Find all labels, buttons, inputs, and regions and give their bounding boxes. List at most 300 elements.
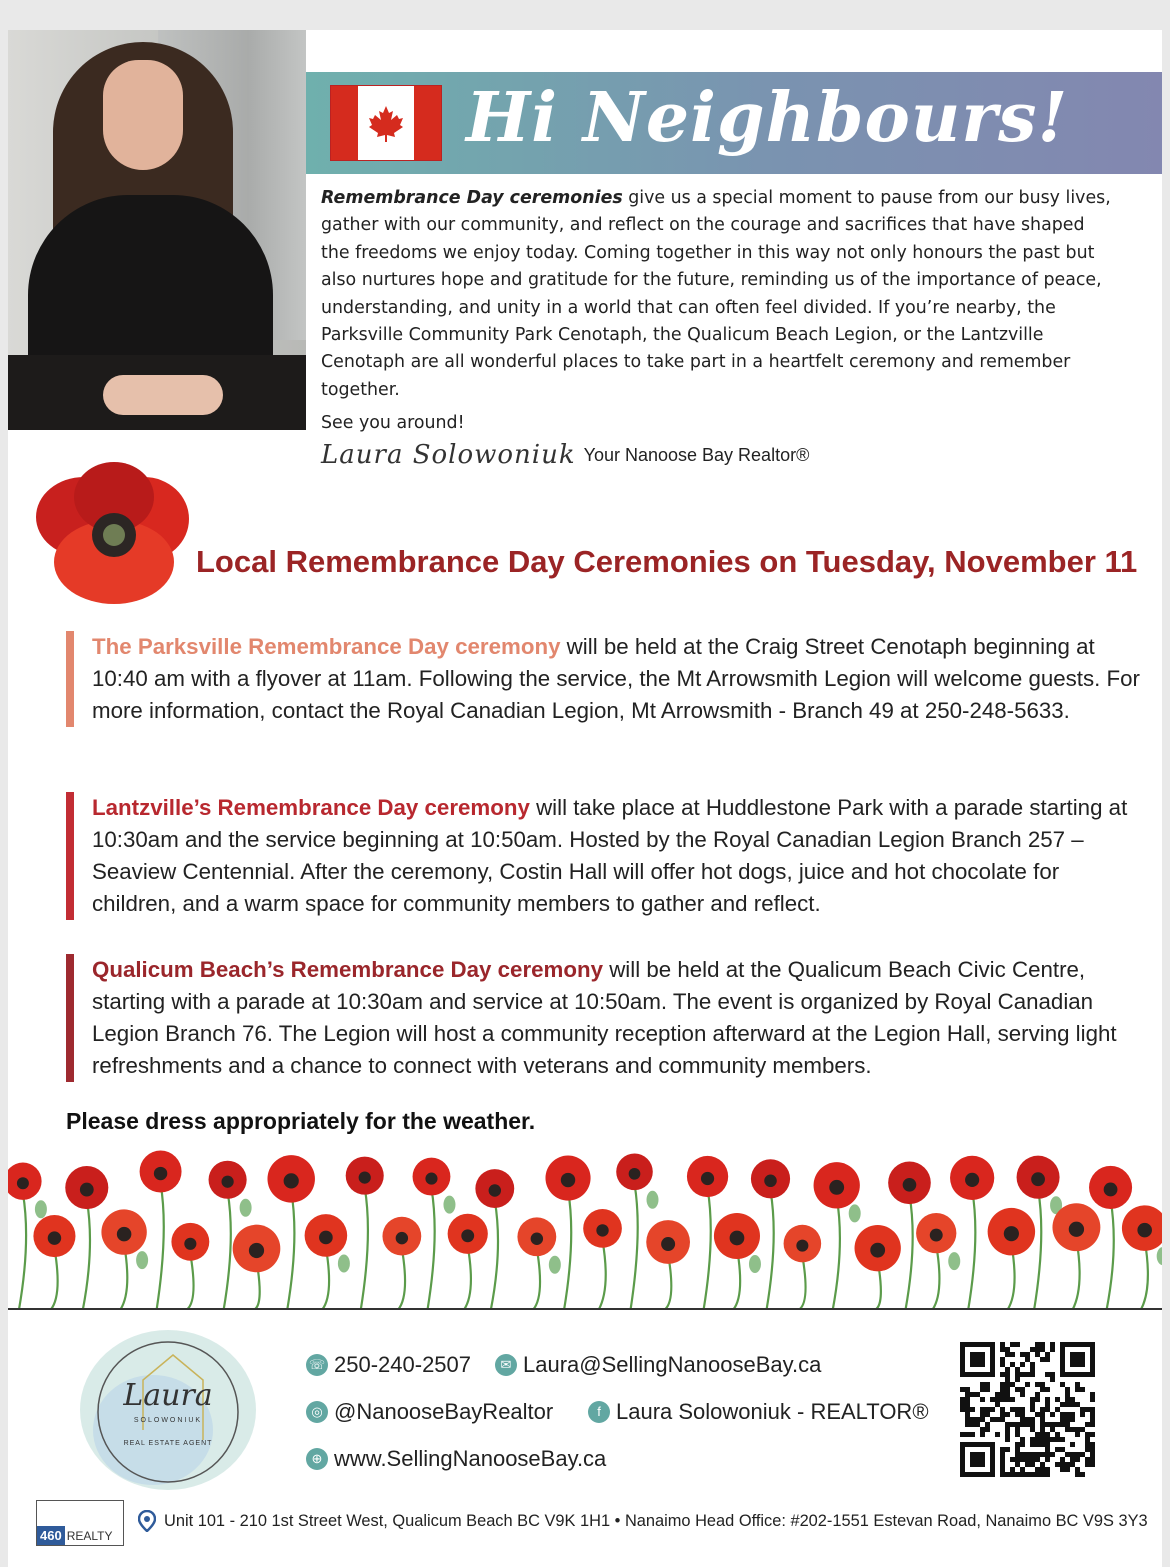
- qr-module: [1055, 1437, 1060, 1442]
- qr-module: [1060, 1422, 1065, 1427]
- qr-module: [1065, 1417, 1070, 1422]
- globe-icon: ⊕: [306, 1448, 328, 1470]
- qr-module: [975, 1392, 980, 1397]
- qr-module: [1065, 1467, 1070, 1472]
- qr-module: [1050, 1347, 1055, 1352]
- qr-module: [1010, 1352, 1015, 1357]
- qr-module: [1040, 1382, 1045, 1387]
- qr-module: [1045, 1472, 1050, 1477]
- poppy-stem: [1107, 1199, 1114, 1310]
- qr-module: [1000, 1467, 1005, 1472]
- qr-module: [1000, 1357, 1005, 1362]
- qr-module: [1065, 1412, 1070, 1417]
- qr-module: [1000, 1417, 1005, 1422]
- qr-module: [1090, 1442, 1095, 1447]
- brokerage-logo: [36, 1500, 124, 1546]
- qr-module: [1060, 1417, 1065, 1422]
- qr-module: [1005, 1367, 1010, 1372]
- qr-module: [1030, 1452, 1035, 1457]
- qr-module: [1000, 1472, 1005, 1477]
- facebook-icon: f: [588, 1401, 610, 1423]
- qr-module: [1040, 1422, 1045, 1427]
- qr-module: [980, 1407, 985, 1412]
- qr-module: [1030, 1422, 1035, 1427]
- section-heading: Local Remembrance Day Ceremonies on Tuesday, November 11: [196, 544, 1138, 579]
- qr-module: [1085, 1462, 1090, 1467]
- qr-module: [1040, 1357, 1045, 1362]
- qr-module: [965, 1412, 970, 1417]
- qr-module: [1075, 1432, 1080, 1437]
- qr-module: [1025, 1457, 1030, 1462]
- qr-module: [1065, 1422, 1070, 1427]
- qr-module: [1070, 1412, 1075, 1417]
- qr-module: [995, 1402, 1000, 1407]
- qr-module: [1005, 1412, 1010, 1417]
- poppy-bud: [1157, 1247, 1162, 1265]
- qr-module: [965, 1392, 970, 1397]
- poppy-center: [117, 1227, 132, 1242]
- qr-module: [1035, 1467, 1040, 1472]
- qr-code-icon[interactable]: [960, 1342, 1095, 1477]
- realtor-logo: [73, 1320, 263, 1505]
- qr-module: [1035, 1437, 1040, 1442]
- greeting-banner: [306, 72, 1162, 174]
- qr-module: [1005, 1352, 1010, 1357]
- event-lantzville: [66, 792, 1142, 920]
- poppy-center: [249, 1243, 264, 1258]
- qr-module: [1090, 1417, 1095, 1422]
- qr-module: [1090, 1462, 1095, 1467]
- poppy-icon: [34, 457, 194, 607]
- qr-module: [1000, 1447, 1005, 1452]
- qr-module: [1005, 1377, 1010, 1382]
- qr-module: [1020, 1387, 1025, 1392]
- qr-module: [980, 1412, 985, 1417]
- poppy-center: [829, 1180, 844, 1195]
- qr-module: [1025, 1372, 1030, 1377]
- flyer-page: [8, 30, 1162, 1567]
- poppy-bud: [136, 1251, 148, 1269]
- event-body: will be held at the Craig Street Cenotaph beginning at 10:40 am with a flyover at 11am. Following the service, the Mt Arrowsmith Legion will welcome guests. For more information, contact the Royal Canadian Legion, Mt Arrowsmith - Branch 49 at 250-248-5633.: [92, 634, 1140, 723]
- qr-module: [1050, 1437, 1055, 1442]
- qr-module: [1010, 1457, 1015, 1462]
- poppy-center: [359, 1172, 371, 1184]
- office-address: [138, 1510, 1148, 1532]
- qr-module: [1055, 1407, 1060, 1412]
- poppy-center: [661, 1237, 675, 1251]
- qr-module: [1060, 1412, 1065, 1417]
- qr-module: [1045, 1442, 1050, 1447]
- qr-module: [960, 1407, 965, 1412]
- qr-module: [975, 1417, 980, 1422]
- qr-module: [1000, 1452, 1005, 1457]
- qr-module: [1055, 1432, 1060, 1437]
- poppy-center: [319, 1231, 333, 1245]
- brokerage-number: 460: [37, 1526, 65, 1545]
- qr-module: [1000, 1372, 1005, 1377]
- qr-module: [985, 1412, 990, 1417]
- qr-module: [1030, 1372, 1035, 1377]
- qr-module: [1055, 1447, 1060, 1452]
- poppy-stem: [398, 1248, 405, 1310]
- qr-module: [1090, 1422, 1095, 1427]
- poppy-center: [870, 1243, 885, 1258]
- qr-module: [1005, 1387, 1010, 1392]
- qr-module: [1025, 1382, 1030, 1387]
- qr-module: [1045, 1437, 1050, 1442]
- event-parksville: [66, 631, 1142, 727]
- qr-module: [1080, 1452, 1085, 1457]
- poppy-stem: [905, 1195, 912, 1310]
- poppy-stem: [533, 1249, 540, 1310]
- phone-number: 250-240-2507: [334, 1352, 472, 1377]
- qr-module: [1035, 1352, 1040, 1357]
- poppy-stem: [491, 1201, 498, 1310]
- qr-module: [1000, 1457, 1005, 1462]
- poppy-bud: [443, 1196, 455, 1214]
- qr-module: [1005, 1447, 1010, 1452]
- qr-module: [1065, 1397, 1070, 1402]
- poppy-center: [1004, 1226, 1019, 1241]
- poppy-bud: [948, 1252, 960, 1270]
- qr-module: [1090, 1412, 1095, 1417]
- poppy-center: [154, 1167, 167, 1180]
- qr-module: [1090, 1407, 1095, 1412]
- qr-module: [1010, 1422, 1015, 1427]
- qr-module: [1070, 1397, 1075, 1402]
- poppy-bud: [35, 1200, 47, 1218]
- poppy-center: [17, 1177, 29, 1189]
- greeting-title: Hi Neighbours!: [466, 78, 1069, 158]
- poppy-bud: [338, 1254, 350, 1272]
- qr-module: [985, 1427, 990, 1432]
- qr-module: [1015, 1447, 1020, 1452]
- qr-module: [1070, 1402, 1075, 1407]
- qr-module: [1075, 1402, 1080, 1407]
- qr-module: [1040, 1462, 1045, 1467]
- qr-module: [1040, 1442, 1045, 1447]
- qr-module: [1010, 1467, 1015, 1472]
- qr-module: [1045, 1422, 1050, 1427]
- qr-module: [995, 1392, 1000, 1397]
- poppy-bud: [849, 1204, 861, 1222]
- qr-module: [1010, 1407, 1015, 1412]
- poppy-bud: [647, 1191, 659, 1209]
- qr-module: [1035, 1392, 1040, 1397]
- qr-module: [1040, 1417, 1045, 1422]
- qr-module: [970, 1417, 975, 1422]
- instagram-handle: @NanooseBayRealtor: [334, 1399, 554, 1424]
- qr-module: [990, 1417, 995, 1422]
- qr-module: [970, 1432, 975, 1437]
- qr-module: [1015, 1457, 1020, 1462]
- qr-module: [1015, 1427, 1020, 1432]
- qr-module: [960, 1387, 965, 1392]
- qr-module: [1030, 1362, 1035, 1367]
- qr-module: [1085, 1422, 1090, 1427]
- poppy-center: [184, 1238, 196, 1250]
- qr-module: [1000, 1412, 1005, 1417]
- event-title: Lantzville’s Remembrance Day ceremony: [92, 795, 530, 820]
- qr-module: [1030, 1437, 1035, 1442]
- qr-module: [980, 1417, 985, 1422]
- qr-module: [1015, 1412, 1020, 1417]
- qr-module: [1040, 1387, 1045, 1392]
- qr-module: [1045, 1447, 1050, 1452]
- qr-module: [1070, 1452, 1075, 1457]
- qr-module: [1070, 1462, 1075, 1467]
- poppy-center: [1031, 1172, 1045, 1186]
- qr-module: [980, 1432, 985, 1437]
- qr-module: [1060, 1457, 1065, 1462]
- poppy-bud: [549, 1256, 561, 1274]
- poppy-stem: [968, 1190, 975, 1310]
- qr-module: [1000, 1382, 1005, 1387]
- qr-module: [1035, 1397, 1040, 1402]
- qr-module: [1040, 1347, 1045, 1352]
- qr-module: [1020, 1407, 1025, 1412]
- qr-module: [1035, 1347, 1040, 1352]
- qr-module: [1030, 1442, 1035, 1447]
- instagram-contact[interactable]: [306, 1399, 553, 1425]
- qr-module: [1015, 1407, 1020, 1412]
- poppy-stem: [464, 1246, 471, 1310]
- qr-module: [1045, 1372, 1050, 1377]
- qr-module: [1080, 1387, 1085, 1392]
- qr-module: [965, 1432, 970, 1437]
- svg-text:SOLOWONIUK: SOLOWONIUK: [133, 1417, 203, 1424]
- instagram-icon: ◎: [306, 1401, 328, 1423]
- qr-module: [985, 1407, 990, 1412]
- website-url: www.SellingNanooseBay.ca: [334, 1446, 607, 1471]
- poppy-center: [489, 1184, 501, 1196]
- qr-module: [1070, 1442, 1075, 1447]
- qr-module: [1045, 1387, 1050, 1392]
- poppy-stem: [287, 1191, 294, 1310]
- website-contact[interactable]: [306, 1446, 606, 1472]
- poppy-stem: [932, 1245, 939, 1310]
- qr-module: [1030, 1472, 1035, 1477]
- qr-module: [1020, 1372, 1025, 1377]
- poppy-stem: [83, 1200, 90, 1310]
- signature: Laura Solowoniuk: [321, 440, 576, 470]
- qr-module: [1050, 1452, 1055, 1457]
- qr-module: [1020, 1437, 1025, 1442]
- qr-module: [1045, 1467, 1050, 1472]
- qr-module: [1060, 1382, 1065, 1387]
- qr-module: [985, 1387, 990, 1392]
- qr-module: [1065, 1462, 1070, 1467]
- qr-module: [1005, 1472, 1010, 1477]
- poppy-center: [222, 1176, 234, 1188]
- qr-module: [1035, 1442, 1040, 1447]
- poppy-center: [701, 1172, 714, 1185]
- divider: [8, 1308, 1162, 1310]
- qr-module: [1045, 1407, 1050, 1412]
- qr-module: [1055, 1422, 1060, 1427]
- brokerage-word: REALTY: [66, 1529, 113, 1543]
- qr-module: [1065, 1452, 1070, 1457]
- intro-lead: Remembrance Day ceremonies: [321, 188, 623, 208]
- qr-module: [1085, 1432, 1090, 1437]
- poppy-stem: [361, 1188, 368, 1310]
- qr-module: [970, 1407, 975, 1412]
- qr-module: [965, 1387, 970, 1392]
- qr-module: [1040, 1467, 1045, 1472]
- qr-module: [990, 1407, 995, 1412]
- poppy-stem: [767, 1191, 774, 1310]
- qr-module: [1090, 1457, 1095, 1462]
- qr-module: [1030, 1367, 1035, 1372]
- poppy-stem: [833, 1197, 840, 1310]
- facebook-contact[interactable]: [588, 1399, 929, 1425]
- qr-module: [995, 1432, 1000, 1437]
- poppy-stem: [798, 1256, 805, 1310]
- qr-module: [1005, 1432, 1010, 1437]
- poppy-stem: [224, 1192, 231, 1310]
- qr-module: [1075, 1452, 1080, 1457]
- qr-module: [1075, 1457, 1080, 1462]
- poppy-center: [903, 1178, 917, 1192]
- qr-module: [1075, 1387, 1080, 1392]
- qr-module: [1015, 1422, 1020, 1427]
- qr-module: [1015, 1442, 1020, 1447]
- poppy-stem: [157, 1184, 164, 1310]
- qr-module: [1015, 1432, 1020, 1437]
- event-title: The Parksville Remembrance Day ceremony: [92, 634, 561, 659]
- qr-module: [995, 1397, 1000, 1402]
- qr-module: [965, 1402, 970, 1407]
- intro-paragraph: [321, 185, 1111, 404]
- qr-module: [980, 1397, 985, 1402]
- poppy-stem: [50, 1248, 57, 1310]
- realtor-tagline: Your Nanoose Bay Realtor®: [583, 444, 810, 465]
- qr-module: [1025, 1417, 1030, 1422]
- qr-module: [1020, 1362, 1025, 1367]
- qr-module: [1025, 1472, 1030, 1477]
- qr-module: [1020, 1442, 1025, 1447]
- qr-module: [1060, 1467, 1065, 1472]
- qr-module: [970, 1392, 975, 1397]
- qr-module: [1060, 1462, 1065, 1467]
- qr-module: [1035, 1457, 1040, 1462]
- qr-module: [1010, 1397, 1015, 1402]
- poppy-stem: [599, 1240, 606, 1310]
- qr-module: [1090, 1447, 1095, 1452]
- poppy-center: [930, 1229, 943, 1242]
- poppy-center: [796, 1240, 808, 1252]
- qr-module: [1025, 1357, 1030, 1362]
- email-contact[interactable]: [495, 1352, 821, 1378]
- qr-module: [1000, 1397, 1005, 1402]
- qr-module: [1000, 1342, 1005, 1347]
- poppy-center: [531, 1233, 543, 1245]
- poppy-center: [1069, 1222, 1084, 1237]
- qr-module: [1005, 1437, 1010, 1442]
- qr-module: [985, 1382, 990, 1387]
- qr-module: [1085, 1442, 1090, 1447]
- qr-module: [1060, 1447, 1065, 1452]
- qr-module: [1015, 1462, 1020, 1467]
- qr-module: [1020, 1352, 1025, 1357]
- phone-icon: ☏: [306, 1354, 328, 1376]
- qr-module: [1045, 1402, 1050, 1407]
- qr-module: [1000, 1387, 1005, 1392]
- poppy-stem: [704, 1188, 711, 1310]
- qr-module: [1035, 1412, 1040, 1417]
- qr-module: [1045, 1452, 1050, 1457]
- qr-module: [1030, 1427, 1035, 1432]
- poppy-border: [8, 1140, 1162, 1310]
- qr-module: [1085, 1437, 1090, 1442]
- poppy-stem: [1034, 1189, 1041, 1310]
- poppy-center: [730, 1231, 745, 1246]
- qr-module: [1030, 1462, 1035, 1467]
- qr-module: [985, 1422, 990, 1427]
- qr-module: [1020, 1452, 1025, 1457]
- qr-module: [1040, 1432, 1045, 1437]
- poppy-stem: [186, 1254, 193, 1310]
- qr-module: [1040, 1342, 1045, 1347]
- realtor-photo: [8, 30, 306, 430]
- qr-module: [1035, 1472, 1040, 1477]
- qr-module: [1015, 1377, 1020, 1382]
- qr-module: [1040, 1472, 1045, 1477]
- qr-module: [1045, 1357, 1050, 1362]
- qr-module: [1070, 1417, 1075, 1422]
- qr-module: [1015, 1387, 1020, 1392]
- qr-module: [1090, 1392, 1095, 1397]
- qr-module: [1065, 1392, 1070, 1397]
- qr-module: [1035, 1342, 1040, 1347]
- qr-module: [1065, 1402, 1070, 1407]
- qr-module: [1030, 1397, 1035, 1402]
- poppy-bud: [749, 1255, 761, 1273]
- qr-module: [995, 1417, 1000, 1422]
- poppy-center: [396, 1232, 408, 1244]
- qr-module: [1030, 1417, 1035, 1422]
- poppy-stem: [19, 1193, 26, 1310]
- qr-module: [1090, 1432, 1095, 1437]
- address-text: Unit 101 - 210 1st Street West, Qualicum Beach BC V9K 1H1 • Nanaimo Head Office: #202-1551 Estevan Road, Nanaimo BC V9S 3Y3: [164, 1511, 1148, 1530]
- poppy-stem: [564, 1190, 571, 1310]
- qr-module: [1090, 1397, 1095, 1402]
- qr-module: [1070, 1352, 1085, 1367]
- qr-module: [1035, 1382, 1040, 1387]
- poppy-center: [425, 1173, 437, 1185]
- qr-module: [1025, 1462, 1030, 1467]
- qr-module: [1030, 1402, 1035, 1407]
- qr-module: [1050, 1412, 1055, 1417]
- qr-module: [1090, 1452, 1095, 1457]
- qr-module: [1060, 1437, 1065, 1442]
- qr-module: [1085, 1457, 1090, 1462]
- qr-module: [1085, 1447, 1090, 1452]
- event-qualicum-beach: [66, 954, 1142, 1082]
- qr-module: [1015, 1342, 1020, 1347]
- qr-module: [1055, 1462, 1060, 1467]
- qr-module: [1075, 1427, 1080, 1432]
- qr-module: [965, 1417, 970, 1422]
- qr-module: [1005, 1427, 1010, 1432]
- qr-module: [1085, 1407, 1090, 1412]
- poppy-stem: [322, 1247, 329, 1310]
- qr-module: [1035, 1432, 1040, 1437]
- qr-module: [1000, 1392, 1005, 1397]
- qr-module: [965, 1397, 970, 1402]
- phone-contact[interactable]: [306, 1352, 471, 1378]
- qr-module: [1000, 1362, 1005, 1367]
